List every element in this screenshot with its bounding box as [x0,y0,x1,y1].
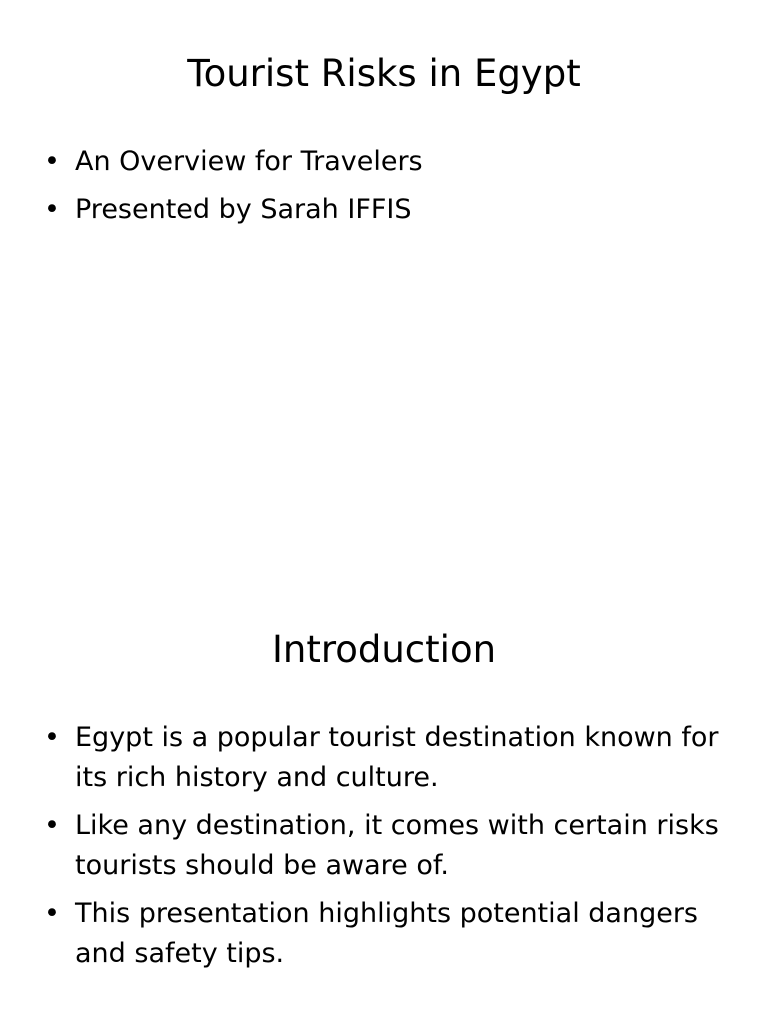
bullet-item [44,190,724,230]
bullet-icon: • [44,146,60,177]
bullet-icon: • [44,722,60,753]
bullet-text: Egypt is a popular tourist destination known for its rich history and culture. [75,722,719,793]
bullet-list [44,718,724,982]
bullet-item [44,894,724,974]
bullet-icon: • [44,898,60,929]
bullet-icon: • [44,194,60,225]
bullet-text: This presentation highlights potential dangers and safety tips. [75,898,698,969]
bullet-item [44,142,724,182]
slide-introduction [0,576,768,1024]
slide-title: Tourist Risks in Egypt [187,52,581,95]
bullet-text: Presented by Sarah IFFIS [75,194,412,225]
bullet-item [44,718,724,798]
bullet-list [44,142,724,238]
bullet-item [44,806,724,886]
bullet-icon: • [44,810,60,841]
slide-title: Introduction [271,628,497,671]
bullet-text: Like any destination, it comes with certain risks tourists should be aware of. [75,810,719,881]
bullet-text: An Overview for Travelers [75,146,423,177]
